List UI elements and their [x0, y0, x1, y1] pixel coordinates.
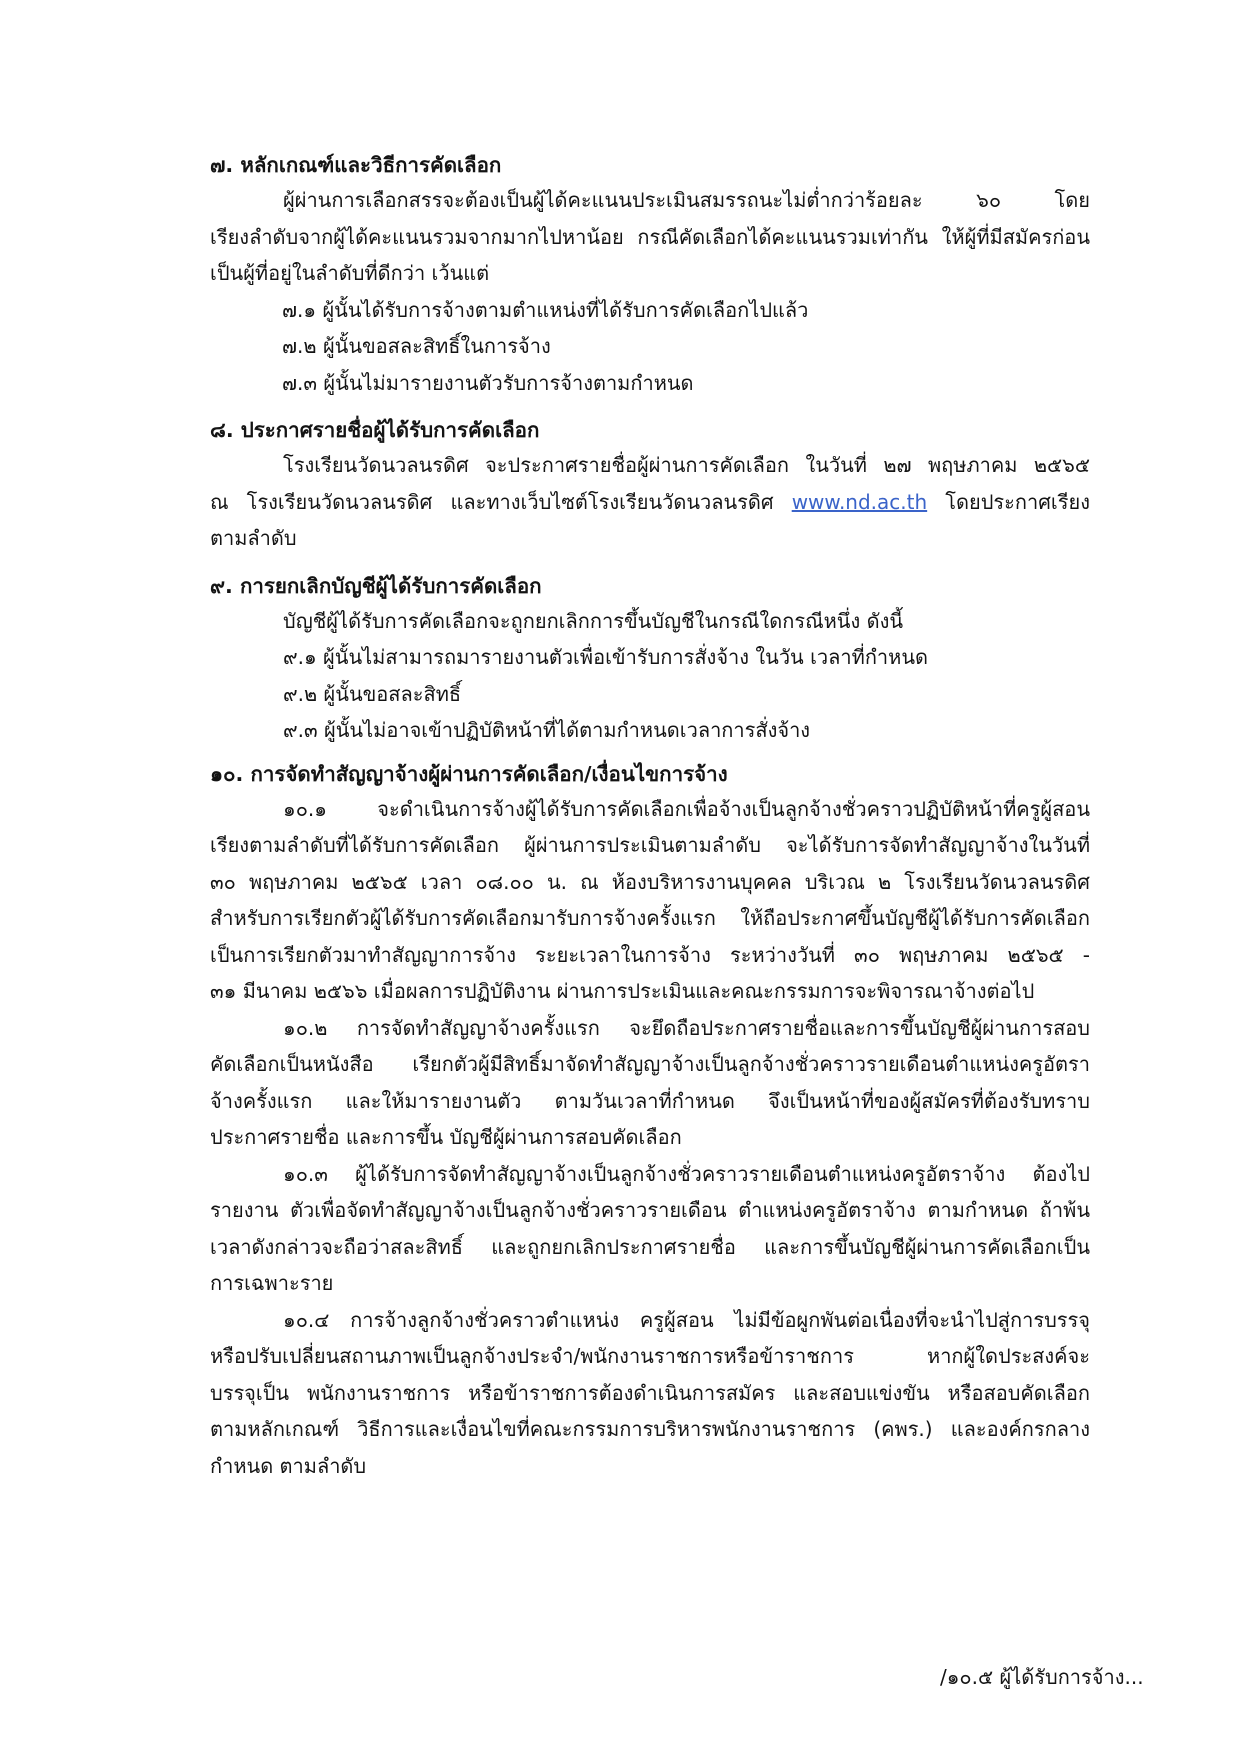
section-10-1-line: เป็นการเรียกตัวมาทำสัญญาการจ้าง ระยะเวลาในการจ้าง ระหว่างวันที่ ๓๐ พฤษภาคม ๒๕๖๕ - [210, 942, 1090, 967]
section-10-1-line: ๓๑ มีนาคม ๒๕๖๖ เมื่อผลการปฏิบัติงาน ผ่านการประเมินและคณะกรรมการจะพิจารณาจ้างต่อไป [210, 979, 1035, 1003]
section-10-1-line: ๑๐.๑ จะดำเนินการจ้างผู้ได้รับการคัดเลือกเพื่อจ้างเป็นลูกจ้างชั่วคราวปฏิบัติหน้าที่ครูผู้สอน [283, 796, 1090, 821]
section-10-4-line: บรรจุเป็น พนักงานราชการ หรือข้าราชการต้องดำเนินการสมัคร และสอบแข่งขัน หรือสอบคัดเลือก [210, 1380, 1090, 1405]
section-7-heading: ๗. หลักเกณฑ์และวิธีการคัดเลือก [210, 153, 502, 177]
section-10-2-line: จ้างครั้งแรก และให้มารายงานตัว ตามวันเวลาที่กำหนด จึงเป็นหน้าที่ของผู้สมัครที่ต้องรับทราบ [210, 1088, 1090, 1113]
section-9-item: ๙.๒ ผู้นั้นขอสละสิทธิ์ [283, 681, 462, 706]
section-9-heading: ๙. การยกเลิกบัญชีผู้ได้รับการคัดเลือก [210, 573, 542, 598]
section-10-3-line: รายงาน ตัวเพื่อจัดทำสัญญาจ้างเป็นลูกจ้างชั่วคราวรายเดือน ตำแหน่งครูอัตราจ้าง ตามกำหนด ถ้าพ้น [210, 1198, 1090, 1222]
section-7-paragraph-line: เรียงลำดับจากผู้ได้คะแนนรวมจากมากไปหาน้อย กรณีคัดเลือกได้คะแนนรวมเท่ากัน ให้ผู้ที่มีสมัครก่อน [210, 224, 1090, 249]
section-10-1-line: ๓๐ พฤษภาคม ๒๕๖๕ เวลา ๐๘.๐๐ น. ณ ห้องบริหารงานบุคคล บริเวณ ๒ โรงเรียนวัดนวลนรดิศ [210, 869, 1090, 894]
page-continuation-footer: /๑๐.๕ ผู้ได้รับการจ้าง... [940, 1665, 1144, 1689]
section-8-text: ณ โรงเรียนวัดนวลนรดิศ และทางเว็บไซต์โรงเรียนวัดนวลนรดิศ [210, 489, 792, 514]
section-10-2-line: ๑๐.๒ การจัดทำสัญญาจ้างครั้งแรก จะยึดถือประกาศรายชื่อและการขึ้นบัญชีผู้ผ่านการสอบ [283, 1015, 1090, 1040]
section-10-2-line: คัดเลือกเป็นหนังสือ เรียกตัวผู้มีสิทธิ์มาจัดทำสัญญาจ้างเป็นลูกจ้างชั่วคราวรายเดือนตำแหน่งครูอัตรา [210, 1052, 1090, 1076]
section-9-item: ๙.๓ ผู้นั้นไม่อาจเข้าปฏิบัติหน้าที่ได้ตามกำหนดเวลาการสั่งจ้าง [283, 718, 811, 742]
section-10-3-line: ๑๐.๓ ผู้ได้รับการจัดทำสัญญาจ้างเป็นลูกจ้างชั่วคราวรายเดือนตำแหน่งครูอัตราจ้าง ต้องไป [283, 1161, 1090, 1186]
section-10-4-line: หรือปรับเปลี่ยนสถานภาพเป็นลูกจ้างประจำ/พนักงานราชการหรือข้าราชการ หากผู้ใดประสงค์จะ [210, 1344, 1090, 1368]
section-8-paragraph-line: ตามลำดับ [210, 526, 297, 550]
section-8-paragraph-line: โรงเรียนวัดนวลนรดิศ จะประกาศรายชื่อผู้ผ่านการคัดเลือก ในวันที่ ๒๗ พฤษภาคม ๒๕๖๕ [283, 453, 1090, 477]
section-9-item: ๙.๑ ผู้นั้นไม่สามารถมารายงานตัวเพื่อเข้ารับการสั่งจ้าง ในวัน เวลาที่กำหนด [283, 645, 929, 669]
section-8-paragraph-line [210, 484, 1090, 521]
section-10-1-line: สำหรับการเรียกตัวผู้ได้รับการคัดเลือกมารับการจ้างครั้งแรก ให้ถือประกาศขึ้นบัญชีผู้ได้รับการคัดเลือก [210, 906, 1090, 930]
section-10-3-line: การเฉพาะราย [210, 1271, 334, 1295]
section-10-4-line: ๑๐.๔ การจ้างลูกจ้างชั่วคราวตำแหน่ง ครูผู้สอน ไม่มีข้อผูกพันต่อเนื่องที่จะนำไปสู่การบรรจุ [283, 1307, 1090, 1332]
section-7-item: ๗.๒ ผู้นั้นขอสละสิทธิ์ในการจ้าง [282, 334, 551, 358]
section-10-heading: ๑๐. การจัดทำสัญญาจ้างผู้ผ่านการคัดเลือก/เงื่อนไขการจ้าง [210, 761, 728, 786]
section-9-intro: บัญชีผู้ได้รับการคัดเลือกจะถูกยกเลิกการขึ้นบัญชีในกรณีใดกรณีหนึ่ง ดังนี้ [283, 608, 904, 633]
section-7-item: ๗.๑ ผู้นั้นได้รับการจ้างตามตำแหน่งที่ได้รับการคัดเลือกไปแล้ว [282, 297, 809, 322]
section-10-3-line: เวลาดังกล่าวจะถือว่าสละสิทธิ์ และถูกยกเลิกประกาศรายชื่อ และการขึ้นบัญชีผู้ผ่านการคัดเลือกเป็น [210, 1234, 1090, 1259]
section-7-item: ๗.๓ ผู้นั้นไม่มารายงานตัวรับการจ้างตามกำหนด [282, 370, 694, 395]
section-7-paragraph-line: เป็นผู้ที่อยู่ในลำดับที่ดีกว่า เว้นแต่ [210, 261, 490, 285]
school-website-link[interactable]: www.nd.ac.th [791, 489, 928, 514]
section-10-4-line: ตามหลักเกณฑ์ วิธีการและเงื่อนไขที่คณะกรรมการบริหารพนักงานราชการ (คพร.) และองค์กรกลาง [210, 1417, 1090, 1441]
section-10-4-line: กำหนด ตามลำดับ [210, 1453, 367, 1478]
section-10-2-line: ประกาศรายชื่อ และการขึ้น บัญชีผู้ผ่านการสอบคัดเลือก [210, 1125, 682, 1149]
section-8-text: โดยประกาศเรียง [927, 489, 1090, 514]
document-body [210, 148, 1090, 1484]
section-8-heading: ๘. ประกาศรายชื่อผู้ได้รับการคัดเลือก [210, 418, 540, 442]
section-7-paragraph-line: ผู้ผ่านการเลือกสรรจะต้องเป็นผู้ได้คะแนนประเมินสมรรถนะไม่ต่ำกว่าร้อยละ ๖๐ โดย [283, 188, 1090, 212]
section-10-1-line: เรียงตามลำดับที่ได้รับการคัดเลือก ผู้ผ่านการประเมินตามลำดับ จะได้รับการจัดทำสัญญาจ้างในวันที่ [210, 833, 1090, 857]
